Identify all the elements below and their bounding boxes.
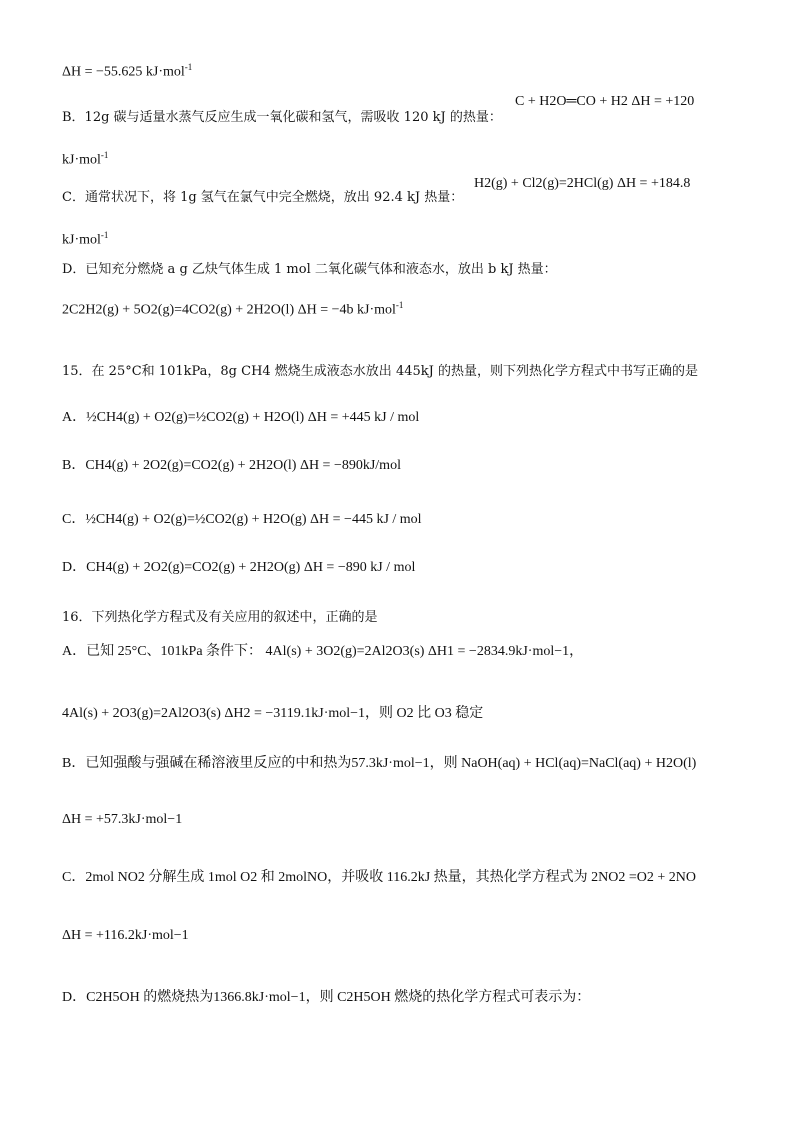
option-c-equation bbox=[474, 176, 690, 192]
option-d-equation: 2C2H2(g) + 5O2(g)=4CO2(g) + 2H2O(l) ΔH = −4b kJ·mol$^{-1}$ bbox=[62, 300, 404, 318]
q16-option-b-dh-text: ΔH = +57.3kJ·mol−1 bbox=[62, 812, 183, 827]
question-15-option-b bbox=[62, 454, 401, 474]
option-b-text bbox=[62, 106, 502, 125]
q16-option-c-dh-text: ΔH = +116.2kJ·mol−1 bbox=[62, 928, 189, 943]
question-15-option-c bbox=[62, 508, 422, 528]
option-c-unit: kJ·mol$^{-1}$ bbox=[62, 230, 109, 248]
option-b-equation-text: C + H2O═CO + H2 ΔH = +120 bbox=[515, 94, 695, 109]
question-15-option-d bbox=[62, 556, 415, 576]
question-16-stem bbox=[62, 606, 378, 625]
option-b-equation bbox=[515, 94, 694, 110]
q15-option-c-text: C．½CH4(g) + O2(g)=½CO2(g) + H2O(g) ΔH = −445 kJ / mol bbox=[62, 512, 422, 527]
option-d-equation-text: 2C2H2(g) + 5O2(g)=4CO2(g) + 2H2O(l) ΔH = −4b kJ·mol bbox=[62, 302, 396, 318]
q15-option-a-text: A．½CH4(g) + O2(g)=½CO2(g) + H2O(l) ΔH = +445 kJ / mol bbox=[62, 410, 420, 425]
question-15-option-a bbox=[62, 406, 419, 426]
option-b-unit: kJ·mol$^{-1}$ bbox=[62, 150, 109, 168]
question-16-option-b bbox=[62, 752, 696, 772]
question-16-option-a bbox=[62, 640, 583, 660]
q16-option-a-continued-text: 4Al(s) + 2O3(g)=2Al2O3(s) ΔH2 = −3119.1kJ·mol−1，则 O2 比 O3 稳定 bbox=[62, 706, 484, 721]
q16-option-c-text: C．2mol NO2 分解生成 1mol O2 和 2molNO，并吸收 116.2kJ 热量，其热化学方程式为 2NO2 =O2 + 2NO bbox=[62, 870, 696, 885]
question-15-stem bbox=[62, 360, 698, 379]
option-d-text bbox=[62, 258, 557, 277]
q16-option-b-text: B．已知强酸与强碱在稀溶液里反应的中和热为57.3kJ·mol−1，则 NaOH(aq) + HCl(aq)=NaCl(aq) + H2O(l) bbox=[62, 756, 697, 771]
option-c-unit-text: kJ·mol bbox=[62, 232, 101, 248]
q16-option-d-text: D．C2H5OH 的燃烧热为1366.8kJ·mol−1，则 C2H5OH 燃烧的热化学方程式可表示为： bbox=[62, 990, 591, 1005]
line-option-a-tail: ΔH = −55.625 kJ·mol$^{-1}$ bbox=[62, 62, 193, 80]
q15-option-b-text: B．CH4(g) + 2O2(g)=CO2(g) + 2H2O(l) ΔH = −890kJ/mol bbox=[62, 458, 401, 473]
question-15-text: 15．在 25°C和 101kPa，8g CH4 燃烧生成液态水放出 445kJ 的热量，则下列热化学方程式中书写正确的是 bbox=[62, 364, 698, 379]
option-b-unit-text: kJ·mol bbox=[62, 152, 101, 168]
question-16-option-d bbox=[62, 986, 590, 1006]
option-c-text bbox=[62, 186, 463, 205]
question-16-option-a-continued bbox=[62, 702, 483, 722]
option-c-equation-text: H2(g) + Cl2(g)=2HCl(g) ΔH = +184.8 bbox=[474, 176, 691, 191]
question-16-option-c bbox=[62, 866, 696, 886]
question-16-option-c-dh bbox=[62, 928, 189, 944]
option-c-label: C．通常状况下，将 1g 氢气在氯气中完全燃烧，放出 92.4 kJ 热量： bbox=[62, 190, 464, 205]
question-16-option-b-dh bbox=[62, 812, 182, 828]
q16-option-a-text: A．已知 25°C、101kPa 条件下： 4Al(s) + 3O2(g)=2Al2O3(s) ΔH1 = −2834.9kJ·mol−1， bbox=[62, 644, 584, 659]
q15-option-d-text: D．CH4(g) + 2O2(g)=CO2(g) + 2H2O(g) ΔH = −890 kJ / mol bbox=[62, 560, 416, 575]
option-a-dh-tail: ΔH = −55.625 kJ·mol bbox=[62, 64, 185, 80]
option-b-label: B．12g 碳与适量水蒸气反应生成一氧化碳和氢气，需吸收 120 kJ 的热量： bbox=[62, 110, 502, 125]
question-16-text: 16．下列热化学方程式及有关应用的叙述中，正确的是 bbox=[62, 610, 378, 625]
option-d-label: D．已知充分燃烧 a g 乙炔气体生成 1 mol 二氧化碳气体和液态水，放出 b kJ 热量： bbox=[62, 262, 557, 277]
